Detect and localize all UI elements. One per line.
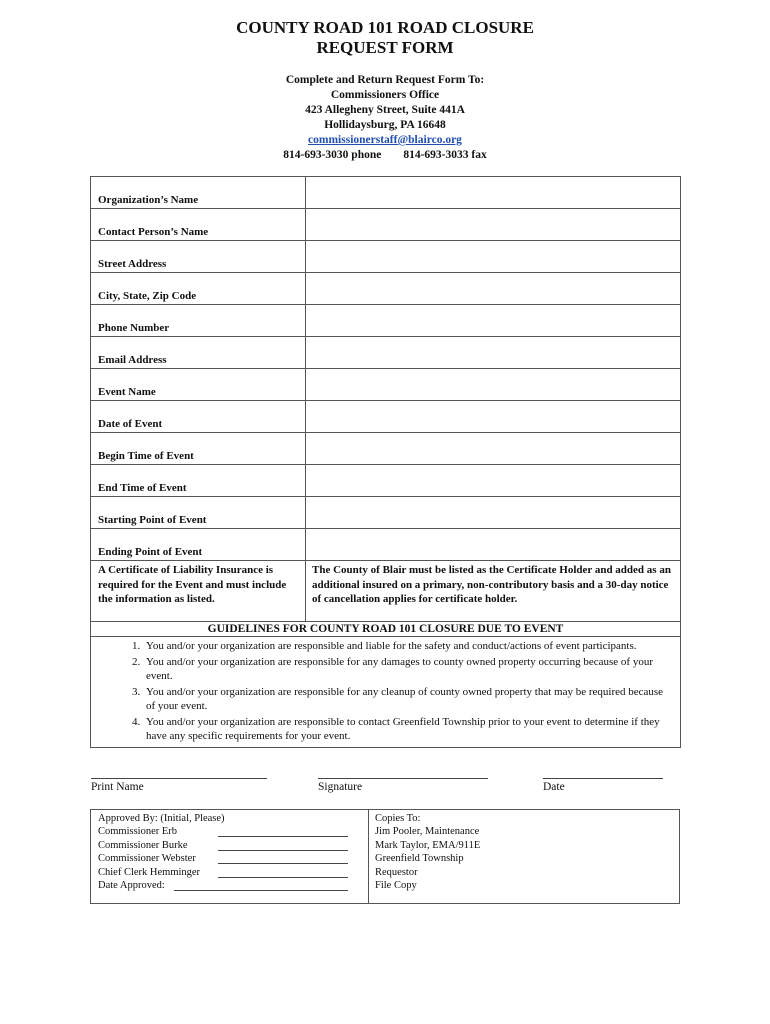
field-label: Event Name xyxy=(91,369,306,401)
phone-number: 814-693-3030 phone xyxy=(283,149,382,161)
approval-column xyxy=(91,810,369,903)
signature-label: Signature xyxy=(318,781,363,793)
approval-box xyxy=(90,809,680,904)
signature-line[interactable] xyxy=(318,764,488,779)
office-name: Commissioners Office xyxy=(330,89,440,101)
fax-number: 814-693-3033 fax xyxy=(403,149,487,161)
return-instructions: Complete and Return Request Form To: xyxy=(285,74,485,86)
approver-name: Commissioner Erb xyxy=(98,826,178,838)
approval-row xyxy=(98,825,368,838)
approver-name: Chief Clerk Hemminger xyxy=(98,866,201,878)
starting-point-input[interactable] xyxy=(306,497,681,529)
copies-heading: Copies To: xyxy=(375,813,421,824)
certificate-holder-note: The County of Blair must be listed as the Certificate Holder and added as an additional insured on a primary, non-contributory basis and a 30-day notice of cancellation applies for certificate holder. xyxy=(306,561,681,622)
certificate-requirement: A Certificate of Liability Insurance is required for the Event and must include the information as listed. xyxy=(91,561,306,622)
guidelines-heading: GUIDELINES FOR COUNTY ROAD 101 CLOSURE DUE TO EVENT xyxy=(91,622,681,637)
email-address-input[interactable] xyxy=(306,337,681,369)
date-block xyxy=(543,764,663,793)
street-address-input[interactable] xyxy=(306,241,681,273)
print-name-line[interactable] xyxy=(91,764,267,779)
guideline-item: 3. You and/or your organization are responsible for any cleanup of county owned property that may be required because of your event. xyxy=(143,685,673,714)
approval-row xyxy=(98,879,368,892)
event-name-input[interactable] xyxy=(306,369,681,401)
approver-name: Commissioner Burke xyxy=(98,839,188,851)
field-row-contact xyxy=(91,209,681,241)
field-row-begin-time xyxy=(91,433,681,465)
field-row-organization xyxy=(91,177,681,209)
field-label: City, State, Zip Code xyxy=(91,273,306,305)
field-row-street xyxy=(91,241,681,273)
field-row-end-time xyxy=(91,465,681,497)
approval-row xyxy=(98,852,368,865)
begin-time-input[interactable] xyxy=(306,433,681,465)
contact-person-input[interactable] xyxy=(306,209,681,241)
copy-recipient: Jim Pooler, Maintenance xyxy=(375,826,480,838)
field-label: Phone Number xyxy=(91,305,306,337)
request-info-table xyxy=(90,176,681,748)
ending-point-input[interactable] xyxy=(306,529,681,561)
copies-column xyxy=(369,810,679,903)
event-date-input[interactable] xyxy=(306,401,681,433)
field-label: Starting Point of Event xyxy=(91,497,306,529)
city-state-zip-input[interactable] xyxy=(306,273,681,305)
approval-heading: Approved By: (Initial, Please) xyxy=(98,813,225,824)
initial-line[interactable] xyxy=(218,839,348,851)
initial-line[interactable] xyxy=(218,825,348,837)
copy-recipient: Greenfield Township xyxy=(375,853,464,865)
guidelines-list xyxy=(98,639,673,744)
city-state-zip: Hollidaysburg, PA 16648 xyxy=(324,119,446,131)
copy-recipient: Mark Taylor, EMA/911E xyxy=(375,839,481,851)
copy-recipient: File Copy xyxy=(375,879,417,891)
field-row-phone xyxy=(91,305,681,337)
field-row-date xyxy=(91,401,681,433)
field-label: End Time of Event xyxy=(91,465,306,497)
form-title-line1: COUNTY ROAD 101 ROAD CLOSURE xyxy=(236,18,534,37)
field-row-end-point xyxy=(91,529,681,561)
return-address-block xyxy=(0,73,770,163)
date-approved-line[interactable] xyxy=(174,879,348,891)
field-label: Ending Point of Event xyxy=(91,529,306,561)
field-label: Contact Person’s Name xyxy=(91,209,306,241)
guideline-item: 1. You and/or your organization are responsible and liable for the safety and conduct/actions of event participants. xyxy=(143,639,673,654)
guidelines-heading-row xyxy=(91,622,681,637)
form-title-line2: REQUEST FORM xyxy=(316,38,454,57)
email-link[interactable]: commissionerstaff@blairco.org xyxy=(308,134,462,146)
approval-row xyxy=(98,839,368,852)
print-name-block xyxy=(91,764,267,793)
field-label: Email Address xyxy=(91,337,306,369)
certificate-row xyxy=(91,561,681,622)
signature-block xyxy=(318,764,488,793)
copy-recipient: Requestor xyxy=(375,866,418,878)
approver-name: Commissioner Webster xyxy=(98,853,196,865)
initial-line[interactable] xyxy=(218,866,348,878)
field-label: Street Address xyxy=(91,241,306,273)
field-row-start-point xyxy=(91,497,681,529)
date-label: Date xyxy=(543,781,565,793)
field-label: Date of Event xyxy=(91,401,306,433)
organization-name-input[interactable] xyxy=(306,177,681,209)
date-approved-label: Date Approved: xyxy=(98,879,165,891)
guideline-item: 2. You and/or your organization are responsible for any damages to county owned property occurring because of your event. xyxy=(143,655,673,684)
field-label: Organization’s Name xyxy=(91,177,306,209)
guideline-item: 4. You and/or your organization are responsible to contact Greenfield Township prior to your event to determine if they have any specific requirements for your event. xyxy=(143,715,673,744)
guidelines-list-row xyxy=(91,637,681,748)
street-address: 423 Allegheny Street, Suite 441A xyxy=(305,104,465,116)
phone-fax-line xyxy=(0,148,770,163)
field-label: Begin Time of Event xyxy=(91,433,306,465)
field-row-email xyxy=(91,337,681,369)
field-row-event-name xyxy=(91,369,681,401)
field-row-city xyxy=(91,273,681,305)
initial-line[interactable] xyxy=(218,852,348,864)
approval-row xyxy=(98,866,368,879)
date-line[interactable] xyxy=(543,764,663,779)
phone-number-input[interactable] xyxy=(306,305,681,337)
print-name-label: Print Name xyxy=(91,781,144,793)
end-time-input[interactable] xyxy=(306,465,681,497)
